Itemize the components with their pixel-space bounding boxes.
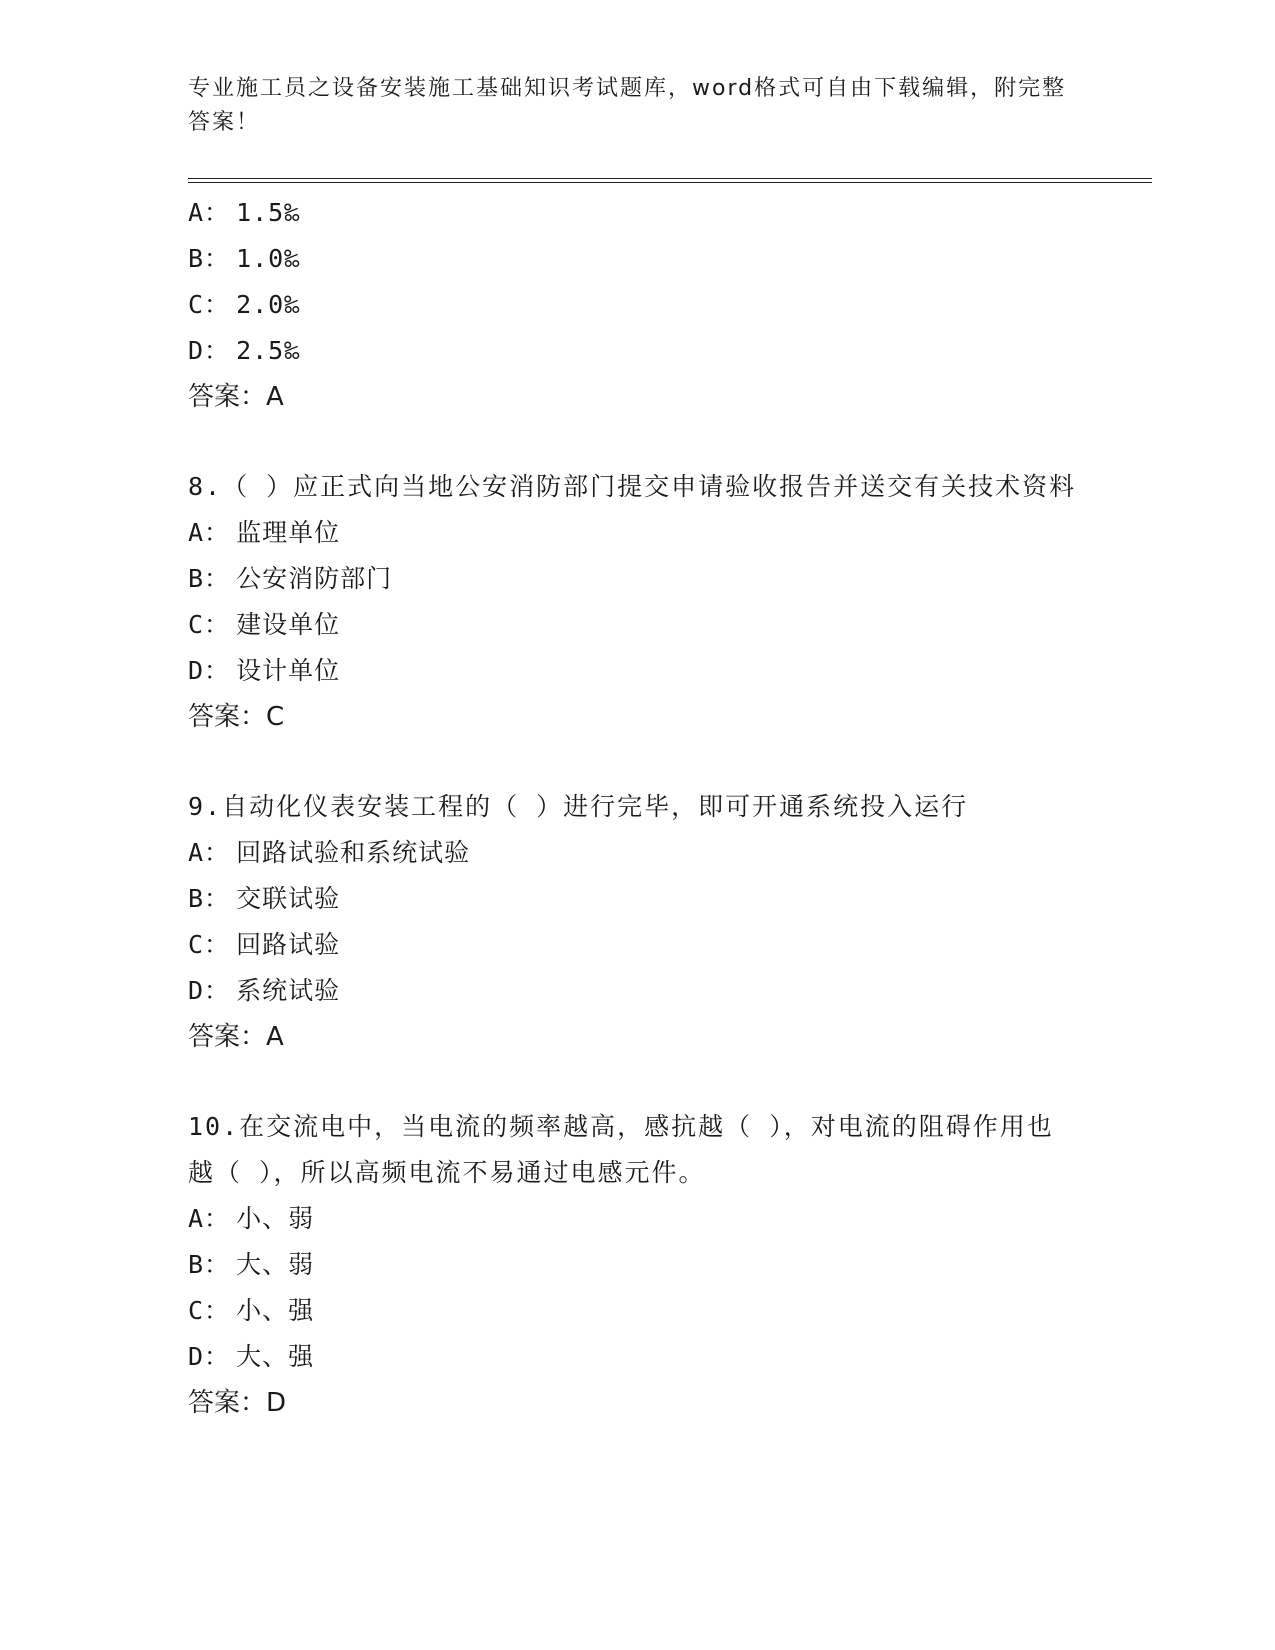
- question-stem: 9.自动化仪表安装工程的（ ）进行完毕，即可开通系统投入运行: [188, 792, 969, 821]
- option-a: A： 1.5‰: [188, 198, 301, 227]
- header-divider-top: [188, 178, 1152, 179]
- question-list: [188, 190, 1088, 1426]
- option-c: C： 小、强: [188, 1296, 315, 1325]
- option-c: C： 2.0‰: [188, 290, 301, 319]
- answer-line: 答案：D: [188, 1388, 287, 1418]
- option-b: B： 大、弱: [188, 1250, 315, 1279]
- option-d: D： 系统试验: [188, 976, 341, 1005]
- answer-line: 答案：A: [188, 1022, 284, 1052]
- header-divider-bottom: [188, 182, 1152, 183]
- option-b: B： 交联试验: [188, 884, 341, 913]
- option-b: B： 公安消防部门: [188, 564, 393, 593]
- answer-line: 答案：C: [188, 702, 285, 732]
- question-stem: 8.（ ）应正式向当地公安消防部门提交申请验收报告并送交有关技术资料: [188, 472, 1077, 501]
- question-10: [188, 1104, 1088, 1426]
- question-8: [188, 464, 1088, 740]
- option-c: C： 回路试验: [188, 930, 341, 959]
- option-d: D： 2.5‰: [188, 336, 301, 365]
- question-9: [188, 784, 1088, 1060]
- option-a: A： 回路试验和系统试验: [188, 838, 471, 867]
- option-c: C： 建设单位: [188, 610, 341, 639]
- spacer: [188, 1060, 1088, 1104]
- option-b: B： 1.0‰: [188, 244, 301, 273]
- spacer: [188, 420, 1088, 464]
- question-stem: 10.在交流电中，当电流的频率越高，感抗越（ ），对电流的阻碍作用也越（ ），所以高频电流不易通过电感元件。: [188, 1112, 1054, 1187]
- option-d: D： 大、强: [188, 1342, 315, 1371]
- option-d: D： 设计单位: [188, 656, 341, 685]
- spacer: [188, 740, 1088, 784]
- option-a: A： 监理单位: [188, 518, 341, 547]
- document-title: 专业施工员之设备安装施工基础知识考试题库，word格式可自由下载编辑，附完整答案！: [188, 76, 1067, 135]
- answer-line: 答案：A: [188, 382, 284, 412]
- option-a: A： 小、弱: [188, 1204, 315, 1233]
- question-7-continuation: [188, 190, 1088, 420]
